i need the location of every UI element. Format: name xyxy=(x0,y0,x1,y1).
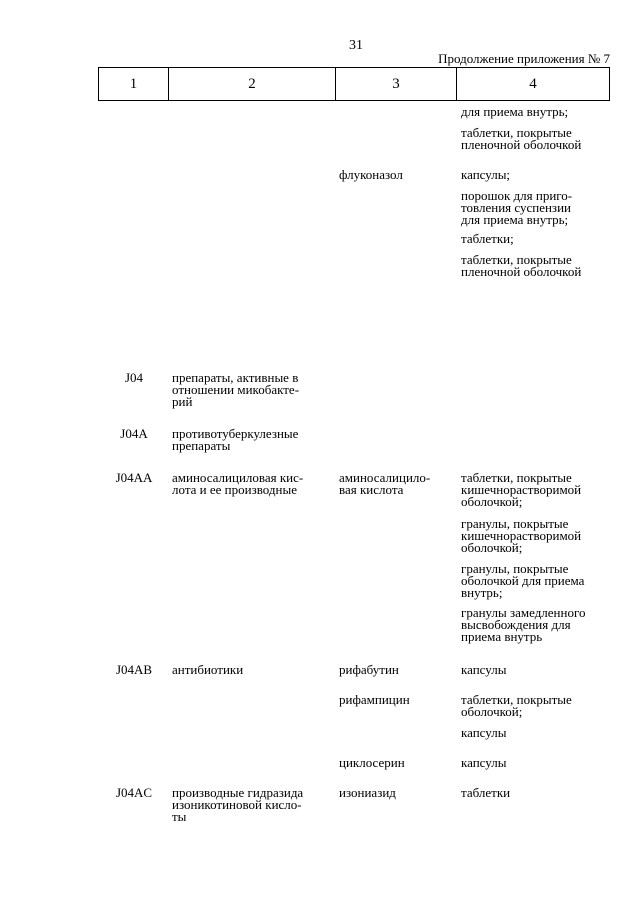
dosage-form: для приема внутрь; xyxy=(461,104,569,119)
atc-code: J04A xyxy=(120,426,148,441)
dosage-form: порошок для приго- товления суспензии для приема внутрь; xyxy=(461,188,573,227)
page-number: 31 xyxy=(349,38,363,53)
dosage-form: таблетки, покрытые кишечнорастворимой оболочкой; xyxy=(461,470,582,509)
column-header-4: 4 xyxy=(529,75,537,92)
drug-name: циклосерин xyxy=(339,755,405,770)
column-header-3: 3 xyxy=(336,68,457,100)
dosage-form: гранулы замедленного высвобождения для приема внутрь xyxy=(461,605,586,644)
drug-name: изониазид xyxy=(339,785,396,800)
dosage-form: гранулы, покрытые кишечнорастворимой оболочкой; xyxy=(461,516,582,555)
column-header-1: 1 xyxy=(99,68,169,100)
atc-group: производные гидразида изоникотиновой кисло- ты xyxy=(172,785,304,824)
dosage-form: таблетки, покрытые оболочкой; xyxy=(461,692,572,719)
atc-group: аминосалициловая кис- лота и ее производные xyxy=(172,470,304,497)
atc-group: препараты, активные в отношении микобакте- рий xyxy=(172,370,300,409)
atc-group: противотуберкулезные препараты xyxy=(172,426,299,453)
atc-code: J04 xyxy=(124,370,144,385)
dosage-form: таблетки; xyxy=(461,231,514,246)
dosage-form: гранулы, покрытые оболочкой для приема внутрь; xyxy=(461,561,585,600)
drug-name: аминосалицило- вая кислота xyxy=(339,470,431,497)
dosage-form: таблетки xyxy=(461,785,511,800)
dosage-form: капсулы xyxy=(461,662,507,677)
dosage-form: капсулы xyxy=(461,755,507,770)
column-header-2: 2 xyxy=(169,68,336,100)
drug-name: флуконазол xyxy=(339,167,403,182)
column-header-row xyxy=(98,67,610,101)
dosage-form: таблетки, покрытые пленочной оболочкой xyxy=(461,252,582,279)
dosage-form: капсулы xyxy=(461,725,507,740)
atc-code: J04AC xyxy=(115,785,153,800)
atc-code: J04AA xyxy=(115,470,153,485)
drug-name: рифабутин xyxy=(339,662,399,677)
appendix-continuation-note: Продолжение приложения № 7 xyxy=(438,51,610,66)
atc-code: J04AB xyxy=(115,662,153,677)
dosage-form: капсулы; xyxy=(461,167,511,182)
dosage-form: таблетки, покрытые пленочной оболочкой xyxy=(461,125,582,152)
drug-name: рифампицин xyxy=(339,692,410,707)
atc-group: антибиотики xyxy=(172,662,244,677)
